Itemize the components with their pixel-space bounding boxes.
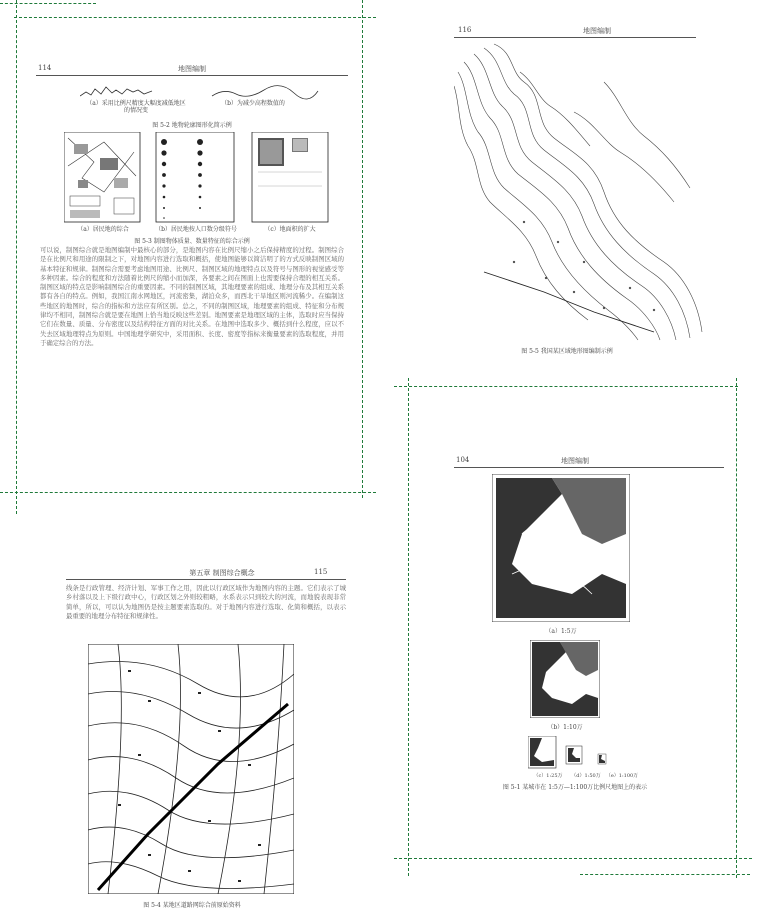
figure-caption: 图 5-1 某城市在 1:5万—1:100万比例尺地图上的表示: [502, 784, 648, 791]
page-3: [20, 556, 364, 912]
panel-a-caption: （a）采用比例尺精度大幅度减低地区的情况变: [86, 100, 186, 114]
crop-mark: [362, 0, 363, 498]
panel-b-caption: （b）居民地按人口数分级符号: [155, 226, 237, 233]
running-title: 地图编制: [178, 65, 206, 73]
figure-caption: 图 5-5 我国某区域地形图编制示例: [521, 348, 613, 355]
map-caption-a: （a）1:5万: [545, 628, 577, 635]
figure-caption: 图 5-2 地物轮廓图形化简示例: [152, 122, 232, 129]
map-caption-c3: （e）1:100万: [605, 773, 639, 779]
figure-contour-simplification: [80, 82, 320, 102]
running-title: 地图编制: [561, 457, 589, 465]
panel-b-caption: （b）为减少高程数值的: [221, 100, 285, 107]
map-caption-c2: （d）1:50万: [571, 773, 601, 779]
running-title: 第五章 制图综合概念: [189, 569, 255, 577]
running-title: 地图编制: [583, 27, 611, 35]
map-caption-c1: （c）1:25万: [533, 773, 563, 779]
crop-mark: [16, 0, 17, 514]
body-text: 线条是行政管理、经济计划、军事工作之用，因此以行政区域作为地图内容的主题。它们表示了城乡村落以及上下级行政中心，行政区划之外则较粗略，水系表示只到较大的河流，而地貌表现非常简单，所以，可以认为地图仍是按主题要素选取的。对于地图内容进行选取、化简和概括，以表示最重要的地理分布特征和规律性。: [66, 584, 346, 620]
crop-mark: [394, 386, 738, 387]
map-small-scales: [528, 736, 624, 770]
panel-c-caption: （c）地面积的扩大: [264, 226, 316, 233]
panel-a-caption: （a）居民地的综合: [77, 226, 129, 233]
crop-mark: [14, 17, 376, 18]
page-1: [20, 14, 364, 496]
page-number: 104: [456, 456, 470, 464]
crop-mark: [408, 378, 409, 876]
figure-caption: 图 5-4 某地区道路网综合前原始资料: [143, 902, 241, 909]
figure-road-network: [88, 644, 294, 894]
page-number: 116: [458, 26, 472, 34]
page-2: [392, 14, 742, 354]
crop-mark: [0, 492, 376, 493]
crop-mark: [0, 3, 96, 4]
crop-mark: [736, 378, 737, 878]
map-caption-b: （b）1:10万: [547, 724, 583, 731]
map-scale-1-100k: [530, 640, 600, 718]
body-text: 可以说，制图综合就是地图编制中最核心的部分，是地图内容在比例尺缩小之后保持精度的过程。制图综合是在比例尺和用途的限制之下，对地图内容进行选取和概括，使地图能够以简洁明了的方式反映制图区域的基本特征和规律。制图综合需要考虑地图用途、比例尺、制图区域的地理特点以及符号与图形的视觉感受等多种因素。综合的程度和方法随着比例尺的缩小而加深，各要素之间在图面上也需要保持合理的相互关系。制图区域的特点是影响制图综合的重要因素。不同的制图区域，其地理要素的组成、地理分布及其相互关系都有各自的特点。例如，我国江南水网地区，河流密集，湖泊众多，而西北干旱地区则河流稀少。在编制这些地区的地图时，综合的指标和方法应有所区别。总之，不同的制图区域，地理要素的组成、特征和分布规律均不相同，制图综合就是要在地图上恰当地反映这些差别。地图要素是地理区域的主体，选取时应当保持它们在数量、质量、分布密度以及结构特征方面的对比关系。在地图中选取多少、概括到什么程度，应以不失去区域地理特点为原则。中国地理学研究中，采用面积、长度、密度等指标来衡量要素的选取程度，并用于确定综合的方法。: [40, 246, 344, 347]
figure-caption: 图 5-3 制图物体质量、数量特征的综合示例: [134, 238, 250, 245]
crop-mark: [394, 858, 752, 859]
map-scale-1-50k: [492, 474, 630, 622]
crop-mark: [580, 874, 750, 875]
figure-generalization-panels: [64, 132, 329, 224]
page-4: [410, 402, 740, 856]
page-number: 115: [314, 568, 328, 576]
figure-terrain-map: [454, 42, 704, 342]
page-number: 114: [38, 64, 52, 72]
